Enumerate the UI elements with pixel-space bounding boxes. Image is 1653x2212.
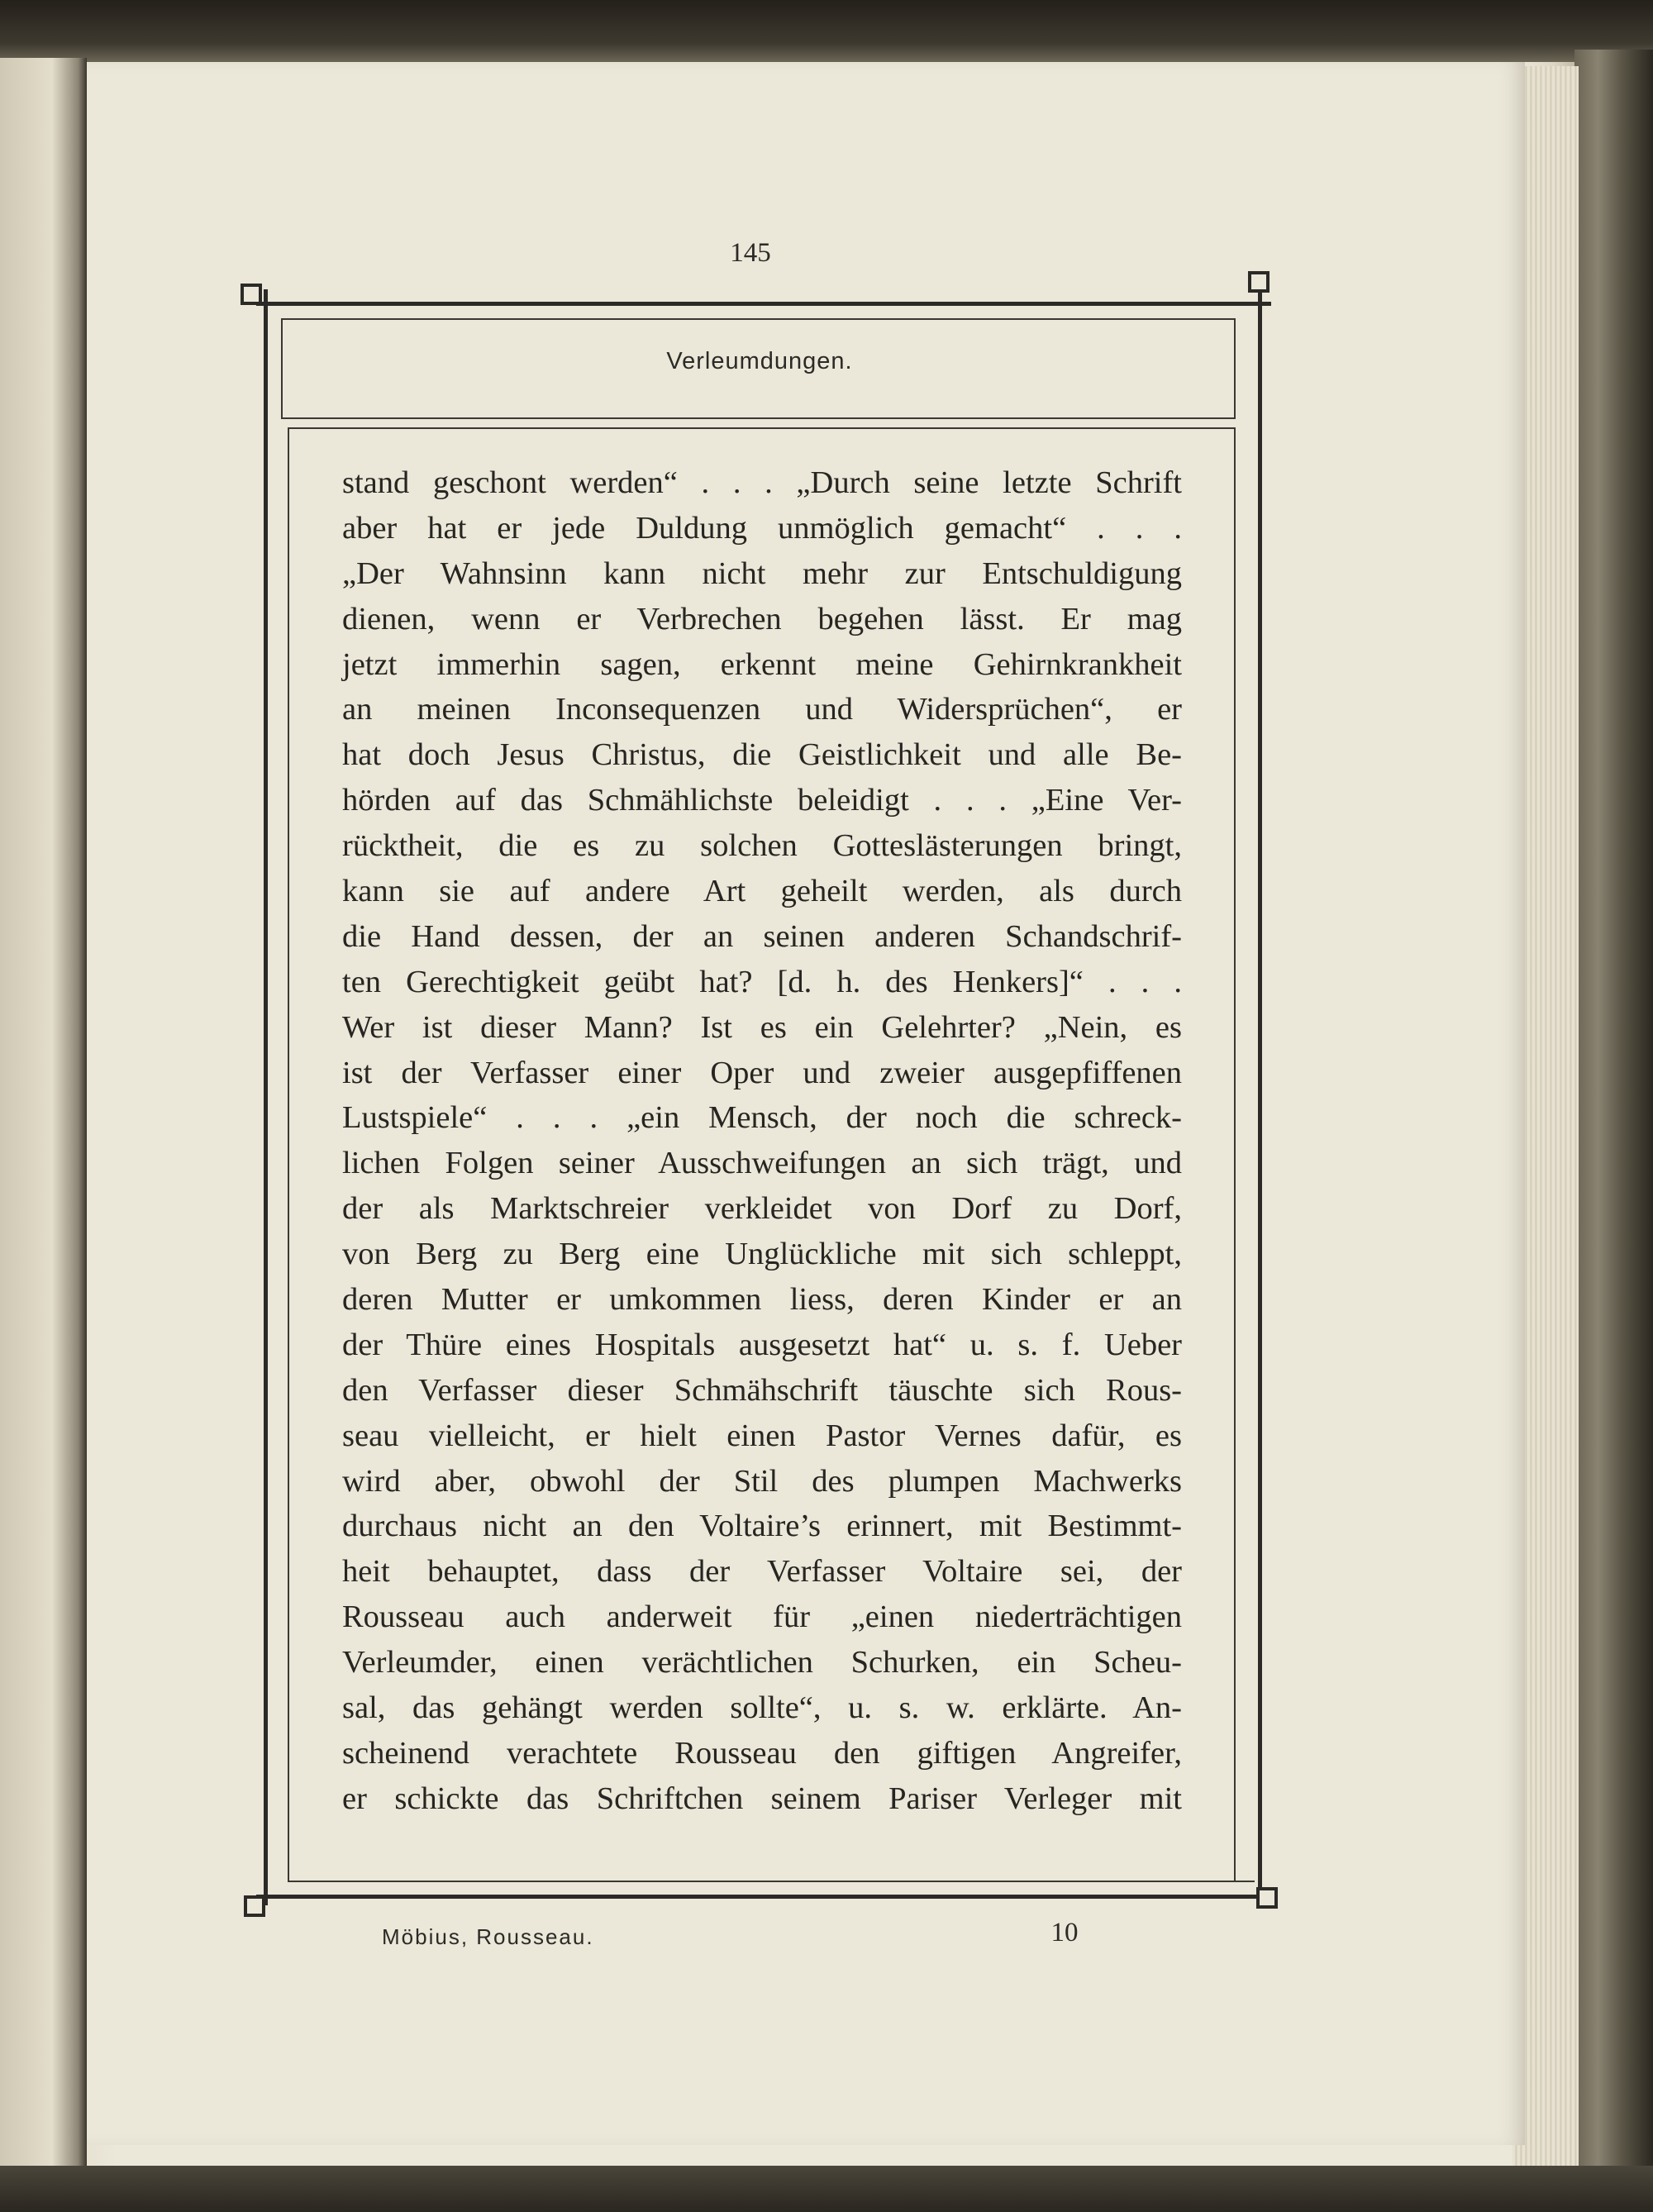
frame-right-line <box>1258 289 1262 1905</box>
text-box-right <box>1234 427 1236 1882</box>
body-text <box>342 460 1182 1822</box>
text-line: Lustspiele“ . . . „ein Mensch, der noch die schreck- <box>342 1100 1182 1136</box>
book-cover-right <box>1574 50 1653 2182</box>
text-line: Rousseau auch anderweit für „einen niederträchtigen <box>342 1599 1182 1635</box>
text-line: er schickte das Schriftchen seinem Pariser Verleger mit <box>342 1781 1182 1816</box>
text-line: hörden auf das Schmählichste beleidigt . . . „Eine Ver- <box>342 783 1182 818</box>
header-box-left <box>281 318 283 419</box>
text-line: lichen Folgen seiner Ausschweifungen an sich trägt, und <box>342 1146 1182 1181</box>
book-cover-bottom <box>0 2166 1653 2212</box>
footer-signature: 10 <box>1050 1918 1079 1947</box>
text-line: wird aber, obwohl der Stil des plumpen Machwerks <box>342 1463 1182 1499</box>
text-line: hat doch Jesus Christus, die Geistlichkeit und alle Be- <box>342 737 1182 773</box>
text-line: seau vielleicht, er hielt einen Pastor Vernes dafür, es <box>342 1418 1182 1453</box>
text-line: dienen, wenn er Verbrechen begehen lässt. Er mag <box>342 601 1182 636</box>
frame-corner-bottom-right <box>1256 1887 1278 1909</box>
frame-corner-top-left <box>241 284 262 305</box>
text-line: an meinen Inconsequenzen und Widersprüchen“, er <box>342 692 1182 727</box>
frame-corner-top-right <box>1248 271 1270 293</box>
header-box-top <box>281 318 1236 320</box>
text-line: heit behauptet, dass der Verfasser Voltaire sei, der <box>342 1554 1182 1590</box>
text-line: der Thüre eines Hospitals ausgesetzt hat“ u. s. f. Ueber <box>342 1327 1182 1362</box>
text-line: durchaus nicht an den Voltaire’s erinnert, mit Bestimmt- <box>342 1509 1182 1544</box>
text-box-bottom <box>288 1881 1255 1882</box>
text-line: Wer ist dieser Mann? Ist es ein Gelehrter? „Nein, es <box>342 1009 1182 1045</box>
text-line: der als Marktschreier verkleidet von Dorf zu Dorf, <box>342 1191 1182 1227</box>
text-line: ten Gerechtigkeit geübt hat? [d. h. des Henkers]“ . . . <box>342 964 1182 999</box>
text-line: Verleumder, einen verächtlichen Schurken, ein Scheu- <box>342 1645 1182 1680</box>
text-line: ist der Verfasser einer Oper und zweier ausgepfiffenen <box>342 1055 1182 1090</box>
text-line: den Verfasser dieser Schmähschrift täuschte sich Rous- <box>342 1372 1182 1408</box>
text-line: kann sie auf andere Art geheilt werden, als durch <box>342 874 1182 909</box>
book-cover-top <box>0 0 1653 62</box>
text-line: die Hand dessen, der an seinen anderen Schandschrif- <box>342 918 1182 954</box>
text-line: stand geschont werden“ . . . „Durch seine letzte Schrift <box>342 465 1182 500</box>
text-line: scheinend verachtete Rousseau den giftigen Angreifer, <box>342 1735 1182 1771</box>
page-number: 145 <box>730 238 771 268</box>
left-page-edge <box>0 58 87 2174</box>
text-box-top <box>288 427 1236 429</box>
header-box-bottom <box>281 417 1236 419</box>
frame-left-line <box>264 289 268 1905</box>
frame-top-line <box>256 302 1271 306</box>
text-line: deren Mutter er umkommen liess, deren Kinder er an <box>342 1282 1182 1318</box>
text-line: rücktheit, die es zu solchen Gotteslästerungen bringt, <box>342 828 1182 864</box>
text-line: aber hat er jede Duldung unmöglich gemacht“ . . . <box>342 510 1182 546</box>
text-box-left <box>288 427 289 1882</box>
frame-bottom-line <box>256 1895 1271 1899</box>
text-line: „Der Wahnsinn kann nicht mehr zur Entschuldigung <box>342 555 1182 591</box>
text-line: jetzt immerhin sagen, erkennt meine Gehirnkrankheit <box>342 646 1182 682</box>
text-line: sal, das gehängt werden sollte“, u. s. w. erklärte. An- <box>342 1690 1182 1726</box>
running-head: Verleumdungen. <box>666 348 853 374</box>
text-line: von Berg zu Berg eine Unglückliche mit sich schleppt, <box>342 1237 1182 1272</box>
frame-corner-bottom-left <box>244 1895 265 1917</box>
footer-author: Möbius, Rousseau. <box>382 1924 594 1949</box>
